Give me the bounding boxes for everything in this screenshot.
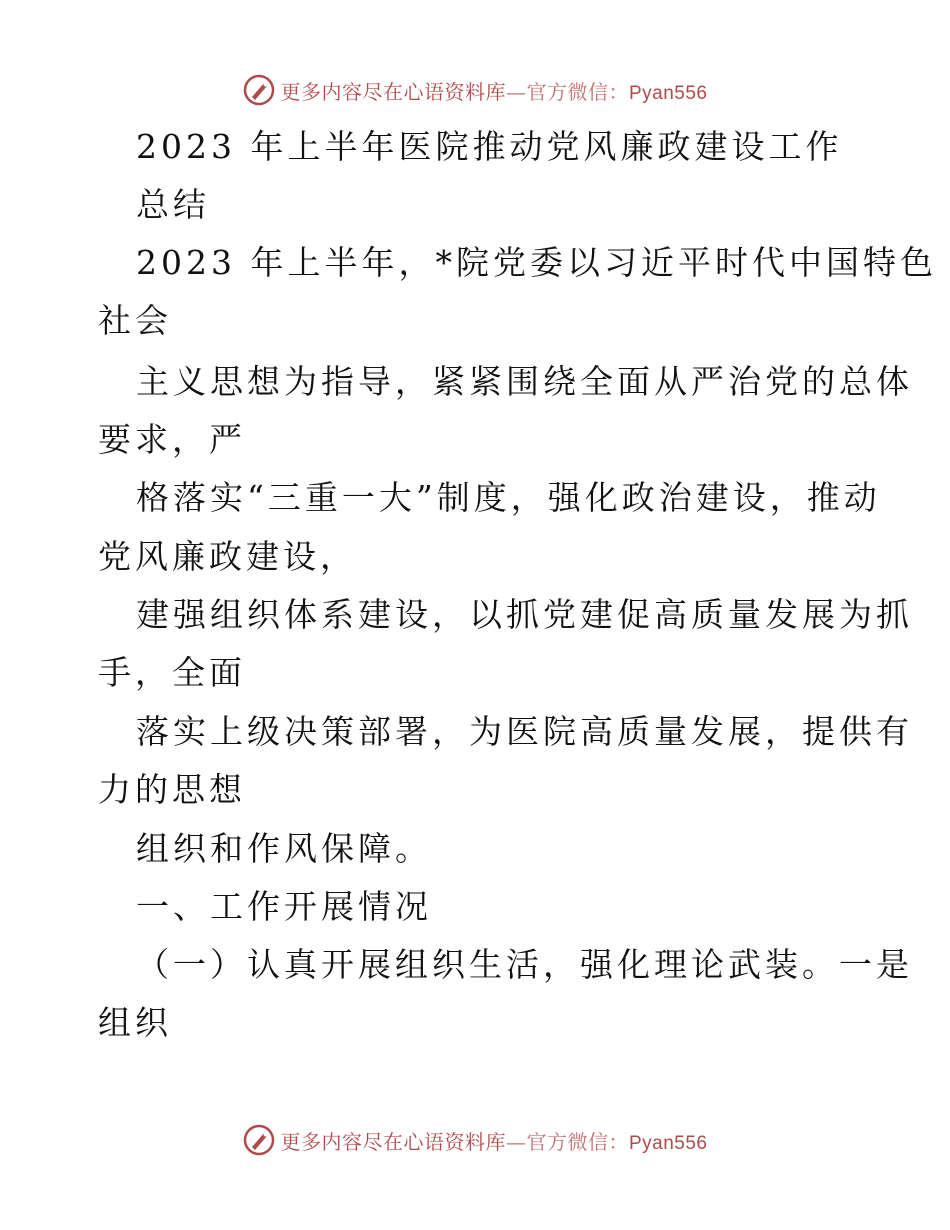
pen-nib-seal-icon [242,73,276,107]
footer-watermark [0,1120,950,1160]
watermark-main: 更多内容尽在心语资料库 [280,1129,506,1154]
watermark-text [280,1126,707,1155]
doc-line: 手，全面 [98,653,246,692]
pen-nib-seal-icon [242,1123,276,1157]
doc-line: 建强组织体系建设，以抓党建促高质量发展为抓 [136,595,913,634]
subsection-heading: （一）认真开展组织生活，强化理论武装。一是 [136,945,913,984]
watermark-wechat-id: Pyan556 [628,82,708,104]
doc-line: 力的思想 [98,770,246,809]
doc-title-line-1: 2023 年上半年医院推动党风廉政建设工作 [136,127,843,166]
doc-line: 主义思想为指导，紧紧围绕全面从严治党的总体 [136,362,913,401]
doc-line: 组织 [98,1003,172,1042]
doc-line: 格落实“三重一大”制度，强化政治建设，推动 [136,478,881,517]
watermark-text [280,76,707,105]
watermark-separator: —官方微信： [505,79,629,104]
watermark-separator: —官方微信： [505,1129,629,1154]
doc-line: 落实上级决策部署，为医院高质量发展，提供有 [136,712,913,751]
watermark-wechat-id: Pyan556 [628,1132,708,1154]
doc-line: 2023 年上半年，*院党委以习近平时代中国特色 [136,243,937,282]
watermark-main: 更多内容尽在心语资料库 [280,79,506,104]
doc-line: 党风廉政建设， [98,537,357,576]
doc-line: 社会 [98,301,172,340]
doc-line: 要求，严 [98,420,246,459]
doc-title-line-2: 总结 [136,185,210,224]
doc-line: 组织和作风保障。 [136,829,432,868]
header-watermark [0,70,950,110]
section-heading: 一、工作开展情况 [136,887,432,926]
